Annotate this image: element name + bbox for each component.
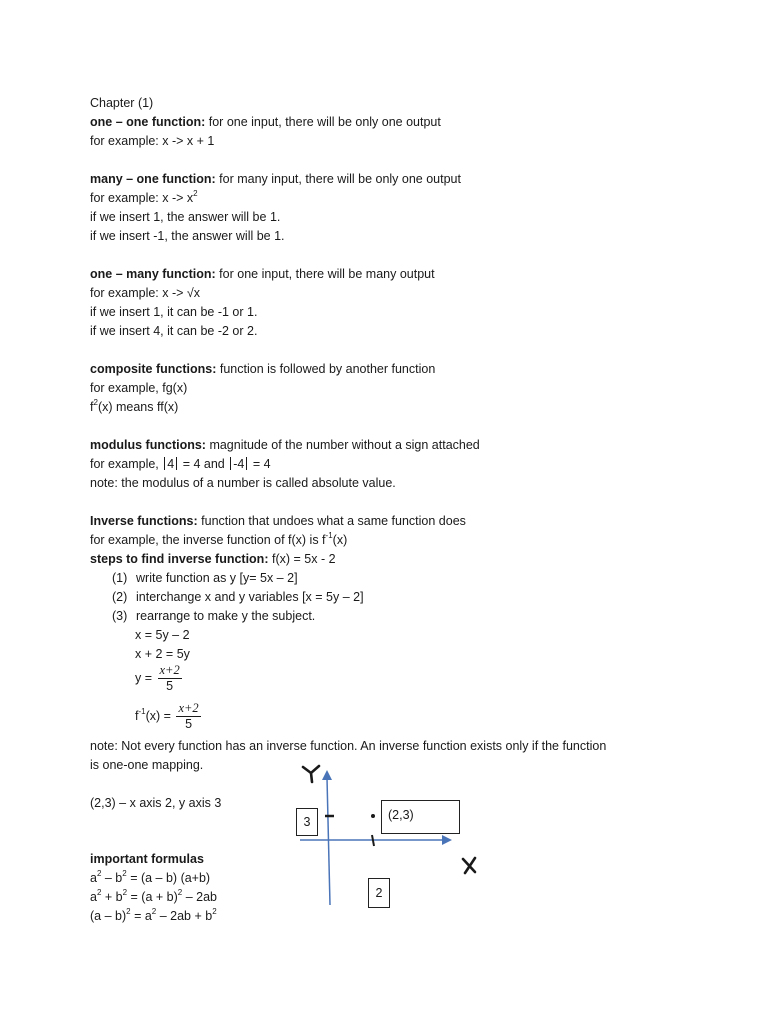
modulus-term: modulus functions: bbox=[90, 438, 206, 452]
one-one-example: for example: x -> x + 1 bbox=[90, 134, 215, 148]
many-one-desc: for many input, there will be only one output bbox=[215, 172, 461, 186]
f2-rest: = (a + b) bbox=[127, 890, 178, 904]
work-line-1: x = 5y – 2 bbox=[135, 628, 190, 642]
inverse-ex-pre: for example, the inverse function of f(x) is f bbox=[90, 533, 326, 547]
f1-sup: 2 bbox=[122, 868, 127, 878]
modulus-ex-b: -4 bbox=[233, 457, 245, 471]
f1-a: a bbox=[90, 871, 97, 885]
work4-sup: -1 bbox=[138, 706, 146, 716]
one-many-term: one – many function: bbox=[90, 267, 216, 281]
work-line-2: x + 2 = 5y bbox=[135, 647, 190, 661]
step-number: (3) bbox=[112, 609, 128, 623]
inverse-ex-sup: -1 bbox=[325, 530, 333, 540]
steps-desc: f(x) = 5x - 2 bbox=[268, 552, 336, 566]
step-number: (2) bbox=[112, 590, 128, 604]
f3-sup: 2 bbox=[151, 906, 157, 916]
modulus-note: note: the modulus of a number is called absolute value. bbox=[90, 476, 396, 490]
y-axis bbox=[327, 778, 330, 905]
point-marker bbox=[371, 814, 375, 818]
modulus-ex-mid: = 4 and bbox=[179, 457, 229, 471]
f1-mid: – b bbox=[101, 871, 123, 885]
point-label-box: (2,3) bbox=[381, 800, 460, 834]
composite-f-rest: (x) means ff(x) bbox=[97, 400, 179, 414]
composite-term: composite functions: bbox=[90, 362, 217, 376]
fraction-denominator: 5 bbox=[185, 717, 193, 731]
composite-desc: function is followed by another function bbox=[216, 362, 436, 376]
one-many-insert-1: if we insert 1, it can be -1 or 1. bbox=[90, 305, 258, 319]
step-number: (1) bbox=[112, 571, 128, 585]
f2-mid: + b bbox=[101, 890, 123, 904]
step-text: rearrange to make y the subject. bbox=[136, 609, 316, 623]
modulus-ex-end: = 4 bbox=[249, 457, 271, 471]
formulas-title-text: important formulas bbox=[90, 852, 204, 866]
modulus-desc: magnitude of the number without a sign attached bbox=[205, 438, 480, 452]
one-many-desc: for one input, there will be many output bbox=[215, 267, 435, 281]
f3-sup: 2 bbox=[126, 906, 131, 916]
one-many-example: for example: x -> √x bbox=[90, 286, 201, 300]
step-text: write function as y [y= 5x – 2] bbox=[136, 571, 298, 585]
step-text: interchange x and y variables [x = 5y – 2] bbox=[136, 590, 364, 604]
f2-sup: 2 bbox=[122, 887, 128, 897]
inverse-term: Inverse functions: bbox=[90, 514, 198, 528]
many-one-term: many – one function: bbox=[90, 172, 216, 186]
f3-sup: 2 bbox=[212, 906, 217, 916]
chapter-heading: Chapter (1) bbox=[90, 96, 154, 110]
inverse-ex-post: (x) bbox=[332, 533, 348, 547]
y-axis-arrowhead bbox=[322, 770, 332, 780]
steps-term: steps to find inverse function: bbox=[90, 552, 269, 566]
modulus-ex-pre: for example, bbox=[90, 457, 163, 471]
work4-f: f bbox=[135, 708, 139, 723]
fraction-numerator: x+2 bbox=[159, 663, 180, 677]
fraction-denominator: 5 bbox=[166, 679, 174, 693]
modulus-ex-a: 4 bbox=[167, 457, 175, 471]
x-value-box: 2 bbox=[368, 878, 390, 908]
work3-lhs: y = bbox=[135, 670, 156, 685]
f3-rest: – 2ab + b bbox=[156, 909, 213, 923]
composite-f-sup: 2 bbox=[93, 397, 98, 407]
f2-sup: 2 bbox=[96, 887, 102, 897]
f3-mid: = a bbox=[130, 909, 152, 923]
many-one-insert-2: if we insert -1, the answer will be 1. bbox=[90, 229, 285, 243]
y-axis-letter bbox=[300, 762, 312, 783]
many-one-example-text: for example: x -> x bbox=[90, 191, 194, 205]
f1-rest: = (a – b) (a+b) bbox=[126, 871, 211, 885]
one-many-insert-2: if we insert 4, it can be -2 or 2. bbox=[90, 324, 258, 338]
f1-sup: 2 bbox=[96, 868, 102, 878]
work4-rest: (x) = bbox=[145, 708, 175, 723]
x-tick-mark bbox=[372, 835, 374, 846]
inverse-note-line-2: is one-one mapping. bbox=[90, 758, 204, 772]
one-one-term: one – one function: bbox=[90, 115, 206, 129]
many-one-insert-1: if we insert 1, the answer will be 1. bbox=[90, 210, 281, 224]
many-one-example-sup: 2 bbox=[193, 188, 198, 198]
coordinate-text: (2,3) – x axis 2, y axis 3 bbox=[90, 796, 222, 810]
f2-end: – 2ab bbox=[182, 890, 218, 904]
x-axis-arrowhead bbox=[442, 835, 452, 845]
f2-a: a bbox=[90, 890, 97, 904]
f2-sup: 2 bbox=[177, 887, 183, 897]
one-one-desc: for one input, there will be only one output bbox=[205, 115, 441, 129]
inverse-desc: function that undoes what a same function does bbox=[197, 514, 466, 528]
composite-example: for example, fg(x) bbox=[90, 381, 188, 395]
x-axis-letter bbox=[462, 856, 474, 877]
y-value-box: 3 bbox=[296, 808, 318, 836]
composite-f: f bbox=[90, 400, 94, 414]
inverse-note-line-1: note: Not every function has an inverse function. An inverse function exists only if the function bbox=[90, 739, 607, 753]
f3-a: (a – b) bbox=[90, 909, 127, 923]
fraction-numerator: x+2 bbox=[178, 701, 199, 715]
